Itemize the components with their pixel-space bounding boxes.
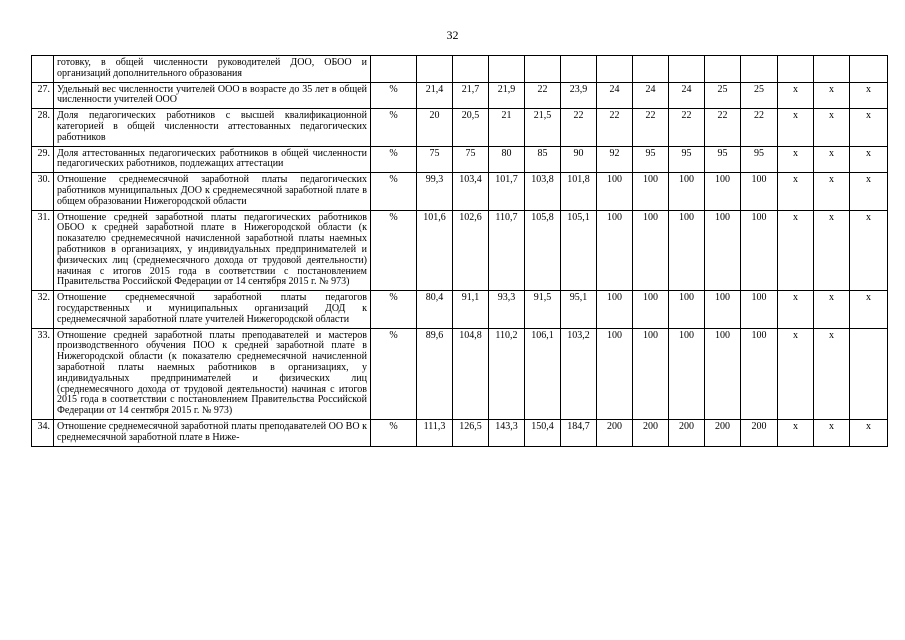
value-cell: x xyxy=(814,328,850,419)
value-cell: 100 xyxy=(705,291,741,328)
value-cell: 110,7 xyxy=(489,210,525,291)
value-cell: x xyxy=(850,291,888,328)
value-cell: 95 xyxy=(705,146,741,173)
value-cell: 100 xyxy=(705,173,741,210)
value-cell: x xyxy=(778,328,814,419)
value-cell: x xyxy=(850,419,888,446)
value-cell: 100 xyxy=(597,328,633,419)
value-cell: 100 xyxy=(669,173,705,210)
value-cell: 92 xyxy=(597,146,633,173)
value-cell: 91,1 xyxy=(453,291,489,328)
value-cell: 126,5 xyxy=(453,419,489,446)
value-cell: 25 xyxy=(741,82,778,109)
value-cell: 85 xyxy=(525,146,561,173)
row-number: 32. xyxy=(32,291,54,328)
value-cell: x xyxy=(814,210,850,291)
value-cell: 21,4 xyxy=(417,82,453,109)
value-cell: 75 xyxy=(417,146,453,173)
value-cell: 200 xyxy=(633,419,669,446)
unit-cell: % xyxy=(371,291,417,328)
value-cell: 22 xyxy=(705,109,741,146)
unit-cell: % xyxy=(371,419,417,446)
value-cell: 200 xyxy=(597,419,633,446)
value-cell: 80,4 xyxy=(417,291,453,328)
value-cell: 200 xyxy=(669,419,705,446)
value-cell: x xyxy=(778,82,814,109)
value-cell: 91,5 xyxy=(525,291,561,328)
value-cell: 100 xyxy=(741,173,778,210)
value-cell xyxy=(561,56,597,83)
value-cell: 99,3 xyxy=(417,173,453,210)
indicator-description: Отношение среднемесячной заработной платы педагогов государственных и муниципальных организаций ДОД к среднемесячной заработной плате учителей Нижегородской области xyxy=(54,291,371,328)
value-cell: 21 xyxy=(489,109,525,146)
table-row xyxy=(32,419,888,446)
value-cell: 100 xyxy=(705,328,741,419)
value-cell: x xyxy=(814,419,850,446)
value-cell: 95 xyxy=(633,146,669,173)
value-cell: 105,1 xyxy=(561,210,597,291)
value-cell: x xyxy=(814,173,850,210)
row-number: 33. xyxy=(32,328,54,419)
indicator-description: Отношение среднемесячной заработной платы преподавателей ОО ВО к среднемесячной заработной плате в Ниже- xyxy=(54,419,371,446)
value-cell: 24 xyxy=(633,82,669,109)
value-cell: 101,7 xyxy=(489,173,525,210)
value-cell: 100 xyxy=(741,291,778,328)
value-cell xyxy=(850,328,888,419)
table-row xyxy=(32,146,888,173)
value-cell: 106,1 xyxy=(525,328,561,419)
value-cell: x xyxy=(778,173,814,210)
value-cell xyxy=(417,56,453,83)
indicator-description: готовку, в общей численности руководителей ДОО, ОБОО и организаций дополнительного образования xyxy=(54,56,371,83)
value-cell: 24 xyxy=(669,82,705,109)
unit-cell: % xyxy=(371,109,417,146)
value-cell: 22 xyxy=(741,109,778,146)
table-row xyxy=(32,291,888,328)
value-cell: 111,3 xyxy=(417,419,453,446)
value-cell xyxy=(850,56,888,83)
value-cell: 22 xyxy=(525,82,561,109)
value-cell: 21,5 xyxy=(525,109,561,146)
indicator-description: Отношение средней заработной платы преподавателей и мастеров производственного обучения ПОО к средней заработной плате в Нижегородской области (к показателю среднемесячной начисленной заработной платы наемных работников в организациях, у индивидуальных предпринимателей и физических лиц (среднемесячного дохода от трудовой деятельности) начиная с итогов 2015 года в соответствии с постановлением Правительства Российской Федерации от 14 сентября 2015 г. № 973) xyxy=(54,328,371,419)
value-cell: 95 xyxy=(669,146,705,173)
table-row xyxy=(32,56,888,83)
value-cell xyxy=(525,56,561,83)
indicator-description: Отношение средней заработной платы педагогических работников ОБОО к средней заработной плате в Нижегородской области (к показателю среднемесячной начисленной заработной платы наемных работников в организациях, у индивидуальных предпринимателей и физических лиц (среднемесячного дохода от трудовой деятельности) начиная с итогов 2015 года в соответствии с постановлением Правительства Российской Федерации от 14 сентября 2015 г. № 973) xyxy=(54,210,371,291)
value-cell: 100 xyxy=(669,291,705,328)
table-row xyxy=(32,173,888,210)
unit-cell: % xyxy=(371,173,417,210)
value-cell: 93,3 xyxy=(489,291,525,328)
value-cell: 89,6 xyxy=(417,328,453,419)
value-cell: x xyxy=(778,419,814,446)
value-cell: 101,8 xyxy=(561,173,597,210)
row-number: 30. xyxy=(32,173,54,210)
value-cell: x xyxy=(778,210,814,291)
value-cell: 100 xyxy=(633,210,669,291)
value-cell: 22 xyxy=(633,109,669,146)
value-cell: x xyxy=(850,210,888,291)
value-cell: 100 xyxy=(741,328,778,419)
value-cell: 25 xyxy=(705,82,741,109)
table-row xyxy=(32,328,888,419)
indicators-table xyxy=(31,55,888,447)
value-cell: x xyxy=(778,109,814,146)
indicator-description: Удельный вес численности учителей ООО в возрасте до 35 лет в общей численности учителей ООО xyxy=(54,82,371,109)
value-cell: 100 xyxy=(669,210,705,291)
value-cell: 23,9 xyxy=(561,82,597,109)
value-cell: x xyxy=(814,291,850,328)
indicator-description: Доля педагогических работников с высшей квалификационной категорией в общей численности аттестованных педагогических работников xyxy=(54,109,371,146)
row-number: 29. xyxy=(32,146,54,173)
value-cell: 100 xyxy=(705,210,741,291)
value-cell: 110,2 xyxy=(489,328,525,419)
value-cell: 21,7 xyxy=(453,82,489,109)
indicator-description: Отношение среднемесячной заработной платы педагогических работников муниципальных ДОО к среднемесячной заработной плате в общем образовании Нижегородской области xyxy=(54,173,371,210)
value-cell: 200 xyxy=(705,419,741,446)
value-cell xyxy=(597,56,633,83)
value-cell: x xyxy=(850,146,888,173)
value-cell: 100 xyxy=(669,328,705,419)
value-cell: 150,4 xyxy=(525,419,561,446)
value-cell: x xyxy=(778,291,814,328)
unit-cell: % xyxy=(371,328,417,419)
table-row xyxy=(32,82,888,109)
value-cell: 21,9 xyxy=(489,82,525,109)
value-cell: 100 xyxy=(597,291,633,328)
value-cell: 100 xyxy=(633,291,669,328)
page-number: 32 xyxy=(446,28,459,42)
row-number: 28. xyxy=(32,109,54,146)
value-cell: 143,3 xyxy=(489,419,525,446)
unit-cell: % xyxy=(371,82,417,109)
value-cell xyxy=(778,56,814,83)
value-cell: 90 xyxy=(561,146,597,173)
value-cell: 103,4 xyxy=(453,173,489,210)
value-cell: 80 xyxy=(489,146,525,173)
value-cell: 104,8 xyxy=(453,328,489,419)
unit-cell: % xyxy=(371,146,417,173)
value-cell: 22 xyxy=(597,109,633,146)
row-number: 31. xyxy=(32,210,54,291)
value-cell: x xyxy=(778,146,814,173)
value-cell xyxy=(814,56,850,83)
value-cell: 100 xyxy=(633,328,669,419)
value-cell: 103,2 xyxy=(561,328,597,419)
value-cell: 20,5 xyxy=(453,109,489,146)
value-cell: 105,8 xyxy=(525,210,561,291)
value-cell: x xyxy=(850,173,888,210)
value-cell: x xyxy=(814,82,850,109)
value-cell: 184,7 xyxy=(561,419,597,446)
value-cell: 95,1 xyxy=(561,291,597,328)
value-cell: 100 xyxy=(741,210,778,291)
value-cell xyxy=(741,56,778,83)
value-cell: 75 xyxy=(453,146,489,173)
value-cell xyxy=(705,56,741,83)
value-cell: x xyxy=(850,109,888,146)
value-cell: 102,6 xyxy=(453,210,489,291)
value-cell: 100 xyxy=(633,173,669,210)
value-cell: 200 xyxy=(741,419,778,446)
value-cell: 100 xyxy=(597,173,633,210)
value-cell xyxy=(453,56,489,83)
value-cell: 100 xyxy=(597,210,633,291)
value-cell: 101,6 xyxy=(417,210,453,291)
indicator-description: Доля аттестованных педагогических работников в общей численности педагогических работников, подлежащих аттестации xyxy=(54,146,371,173)
value-cell: 24 xyxy=(597,82,633,109)
value-cell: x xyxy=(850,82,888,109)
table-row xyxy=(32,109,888,146)
table-row xyxy=(32,210,888,291)
unit-cell: % xyxy=(371,210,417,291)
value-cell xyxy=(669,56,705,83)
value-cell xyxy=(489,56,525,83)
row-number xyxy=(32,56,54,83)
value-cell: 22 xyxy=(561,109,597,146)
value-cell xyxy=(633,56,669,83)
value-cell: 103,8 xyxy=(525,173,561,210)
row-number: 27. xyxy=(32,82,54,109)
value-cell: x xyxy=(814,109,850,146)
table-body xyxy=(32,56,888,447)
value-cell: 22 xyxy=(669,109,705,146)
unit-cell xyxy=(371,56,417,83)
value-cell: x xyxy=(814,146,850,173)
value-cell: 20 xyxy=(417,109,453,146)
row-number: 34. xyxy=(32,419,54,446)
value-cell: 95 xyxy=(741,146,778,173)
